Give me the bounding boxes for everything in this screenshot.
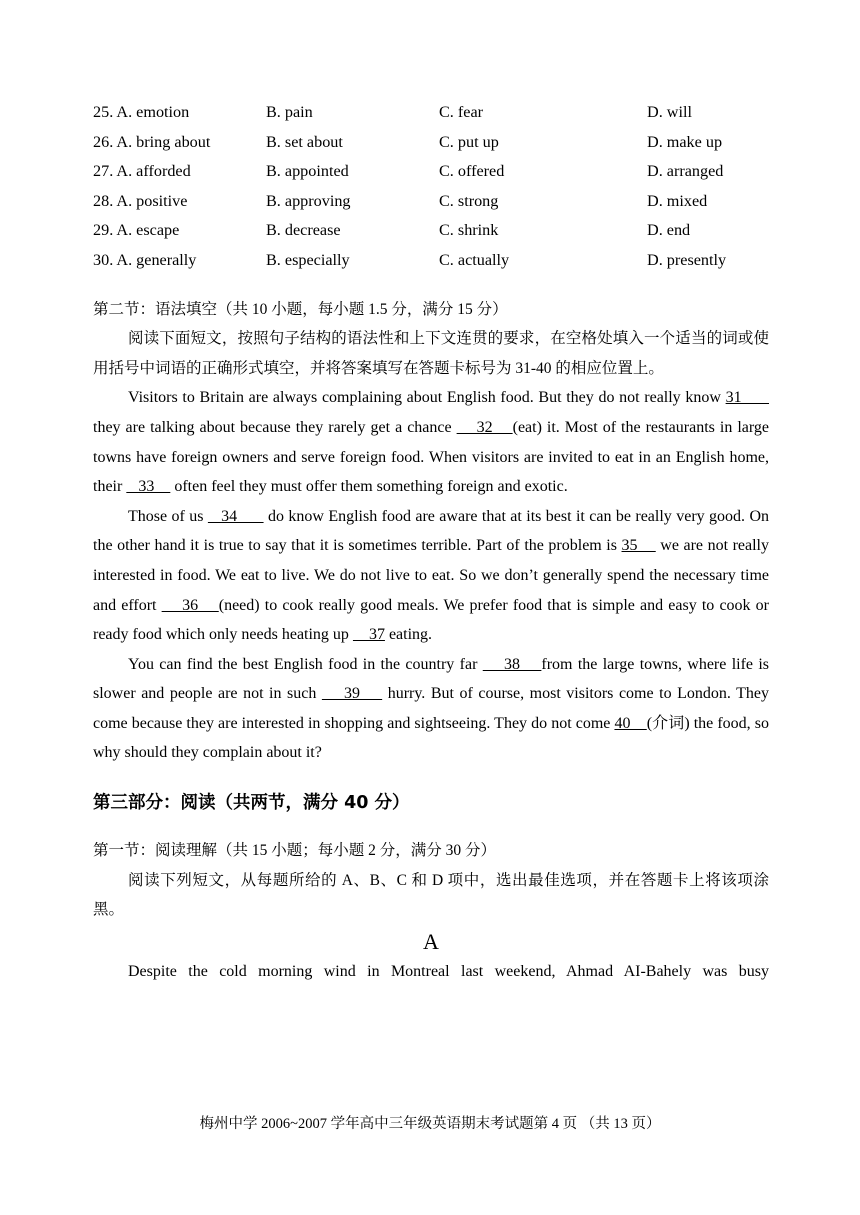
option-c: C. actually [439,250,510,269]
option-a: 30. A. generally [93,250,197,269]
option-b: B. decrease [266,221,341,240]
passage-text: hurry. But of course, most visitors come to London. They come because they are interested in shopping and sightseeing. They do not come [93,685,769,732]
page-footer: 梅州中学 2006~2007 学年高中三年级英语期末考试题第 4 页 （共 13 页） [199,1116,661,1132]
option-b: B. appointed [266,162,349,181]
option-a: 29. A. escape [93,221,180,240]
option-row-25 [93,98,769,128]
passage-text: we are not really interested in food. We eat to live. We do not live to eat. So we don’t generally spend the necessary time and effort [93,537,770,614]
reading-passage-start: Despite the cold morning wind in Montreal last weekend, Ahmad AI-Bahely was busy [128,962,769,980]
option-b: B. pain [266,103,313,121]
option-d: D. make up [647,132,723,151]
option-c: C. put up [439,132,499,151]
passage-paragraph-2 [93,502,769,650]
option-row-29 [93,216,769,246]
passage-text: often feel they must offer them something foreign and exotic. [170,478,568,496]
blank-37: 37 [352,626,385,644]
document-page [93,98,769,986]
blank-35: 35 [621,537,656,555]
blank-31: 31 [725,389,770,407]
option-c: C. offered [439,162,505,181]
option-a: 26. A. bring about [93,132,211,151]
option-d: D. mixed [647,191,708,210]
blank-33: 33 [126,478,171,496]
option-c: C. strong [439,191,499,210]
option-d: D. presently [647,250,727,269]
option-b: B. approving [266,191,351,210]
part3-heading: 第三部分：阅读（共两节，满分 40 分） [93,793,410,814]
option-c: C. fear [439,103,484,121]
passage-text: (need) to cook really good meals. We prefer food that is simple and easy to cook or ready food which only needs heating up [93,596,770,644]
section2-heading: 第二节：语法填空（共 10 小题，每小题 1.5 分，满分 15 分） [93,300,508,318]
option-row-27 [93,157,769,187]
option-c: C. shrink [439,221,499,240]
passage-letter: A [423,928,439,954]
passage-text: do know English food are aware that at its best it can be really very good. On the other hand it is true to say that it is sometimes terrible. Part of the problem is [93,507,770,555]
blank-34: 34 [207,507,264,525]
passage-text: eating. [384,626,433,644]
option-row-30 [93,246,769,276]
option-d: D. will [647,103,692,121]
passage-text: they are talking about because they rarely get a chance [93,418,457,436]
options-table [93,98,769,276]
passage-text: Visitors to Britain are always complaining about English food. But they do not really know [128,389,726,407]
passage-text: from the large towns, where life is slower and people are not in such [93,655,770,703]
option-b: B. especially [266,250,350,269]
blank-39: 39 [321,685,383,703]
passage-text: (介词) the food, so why should they complain about it? [93,714,769,762]
option-row-28 [93,187,769,217]
section2-instructions: 阅读下面短文，按照句子结构的语法性和上下文连贯的要求，在空格处填入一个适当的词或使用括号中词语的正确形式填空，并将答案填写在答题卡标号为 31-40 的相应位置上。 [93,330,769,377]
passage-paragraph-3 [93,650,769,768]
option-d: D. end [647,221,691,240]
blank-40: 40 [614,714,647,732]
part3-section1-instructions: 阅读下列短文，从每题所给的 A、B、C 和 D 项中，选出最佳选项，并在答题卡上将该项涂黑。 [93,871,769,919]
blank-36: 36 [161,596,219,614]
passage-text: Those of us [128,507,208,525]
passage-text: You can find the best English food in the country far [128,655,483,673]
passage-text: (eat) it. Most of the restaurants in large towns have foreign owners and serve foreign food. When visitors are invited to eat in an English home, their [93,418,770,496]
passage-paragraph-1 [93,383,769,501]
option-d: D. arranged [647,162,724,181]
option-a: 27. A. afforded [93,162,191,181]
blank-32: 32 [456,418,513,436]
blank-38: 38 [482,655,542,673]
option-row-26 [93,128,769,158]
option-a: 25. A. emotion [93,103,190,121]
part3-section1-heading: 第一节：阅读理解（共 15 小题；每小题 2 分，满分 30 分） [93,842,497,860]
option-b: B. set about [266,132,343,151]
option-a: 28. A. positive [93,191,188,210]
